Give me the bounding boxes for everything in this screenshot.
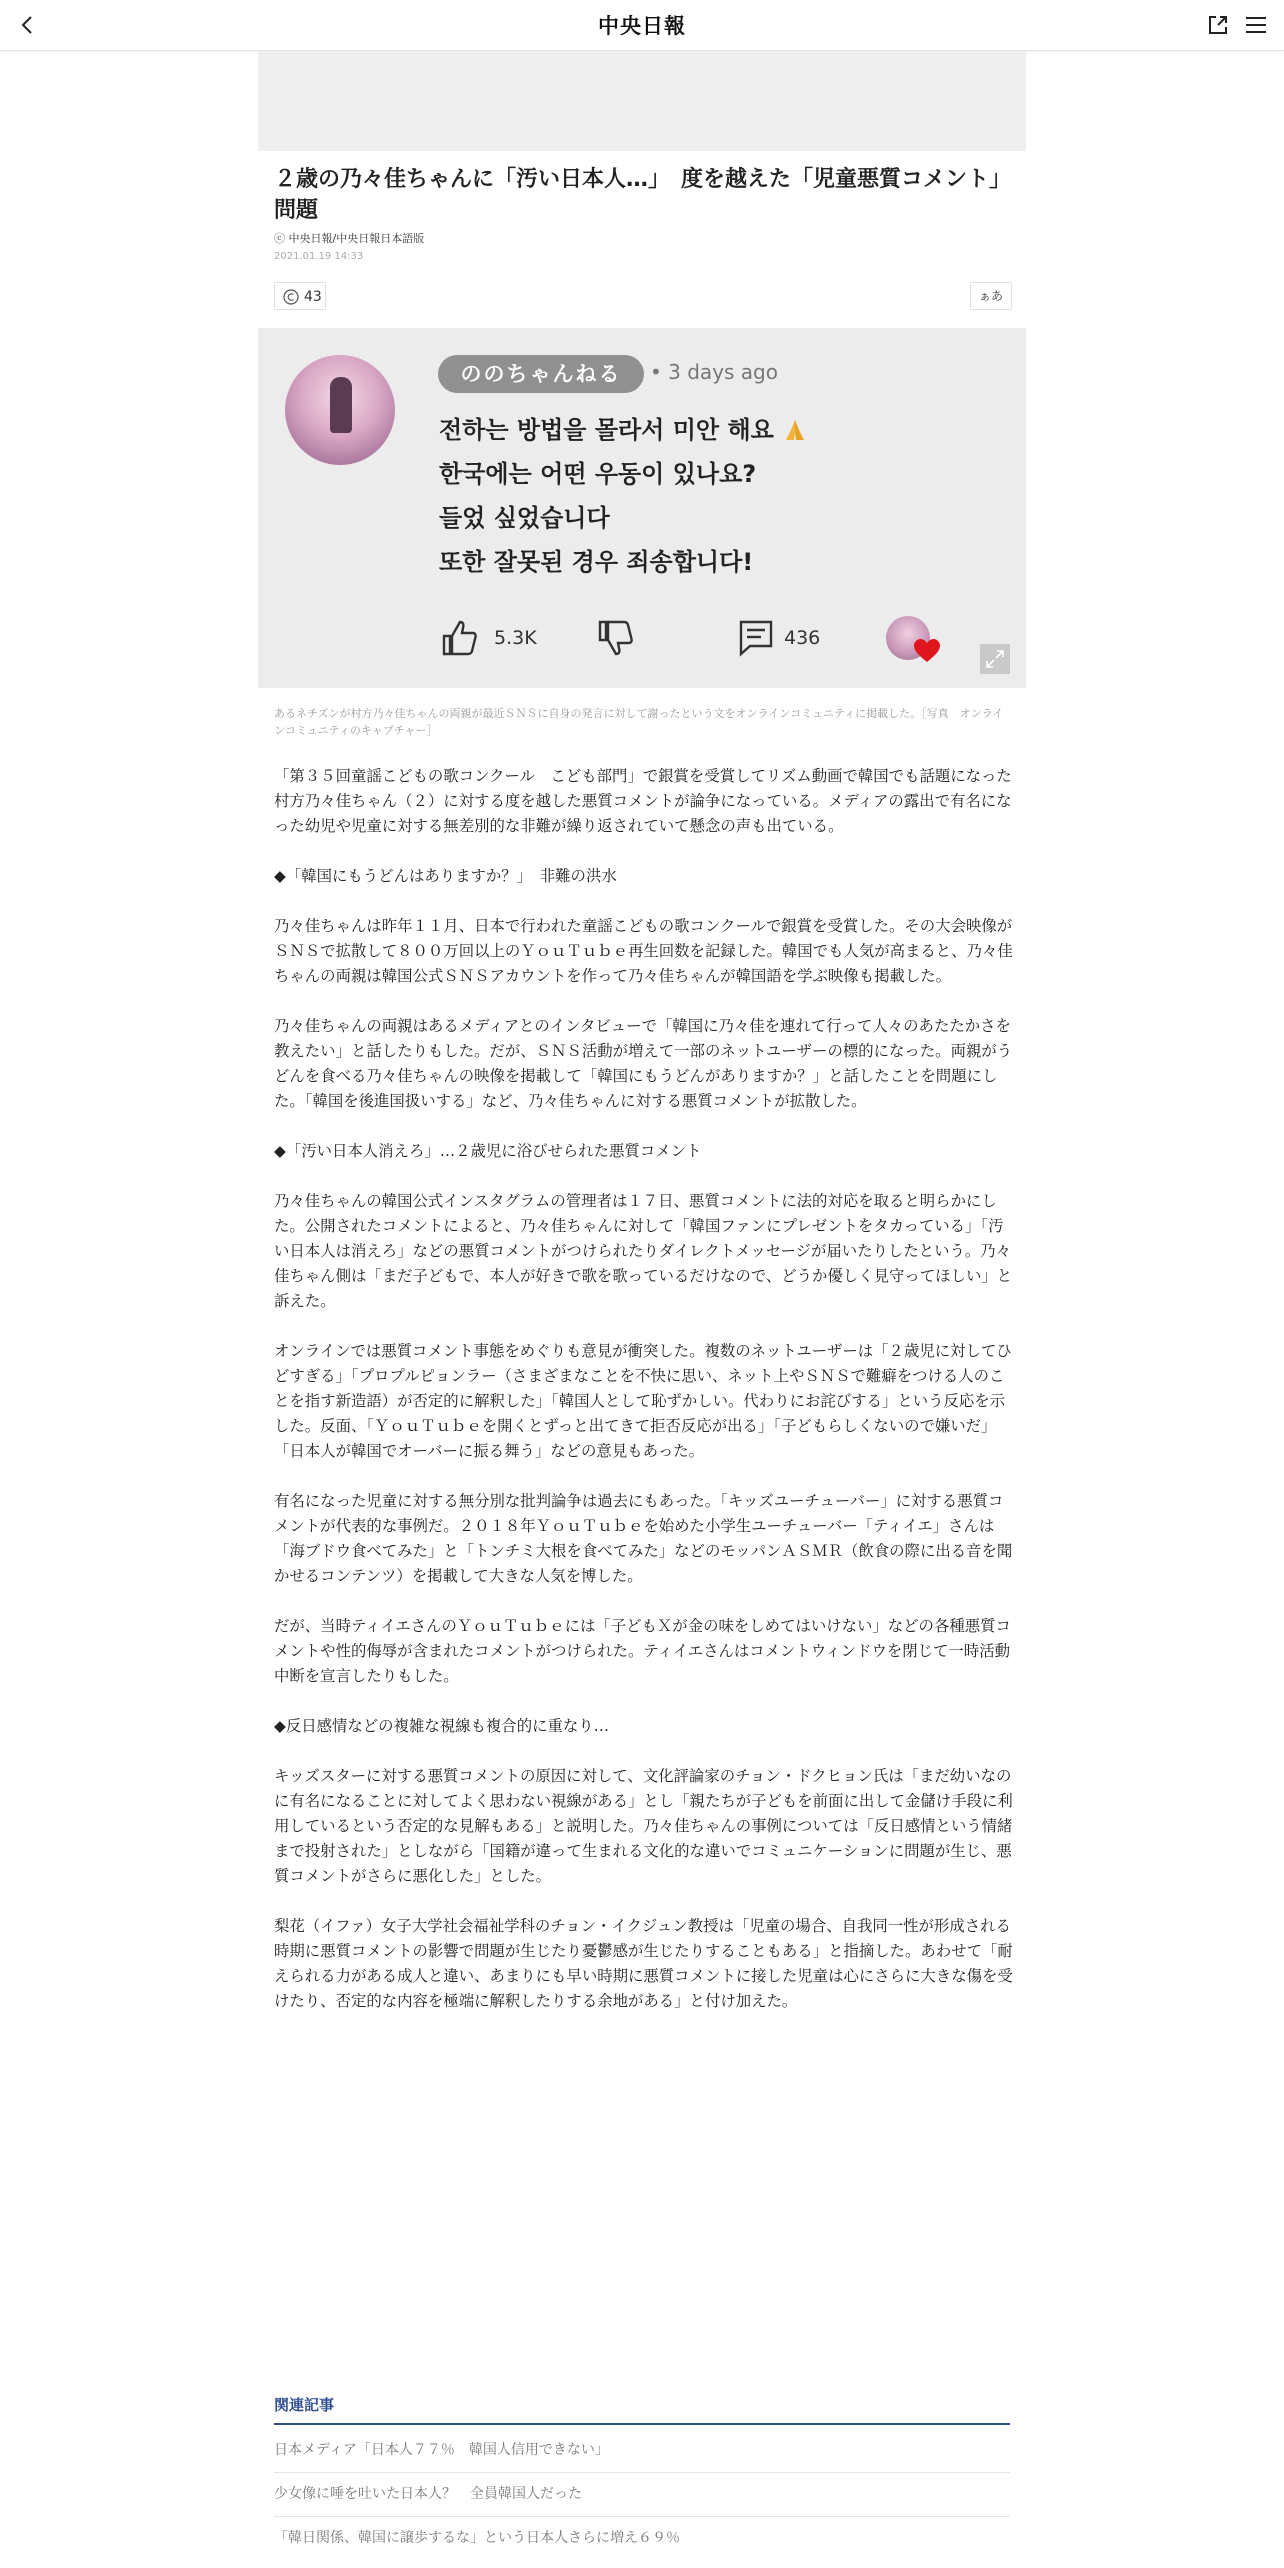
paragraph-6: 有名になった児童に対する無分別な批判論争は過去にもあった。「キッズユーチューバー」に対する悪質コメントが代表的な事例だ。２０１８年ＹｏｕＴｕｂｅを始めた小学生ユーチューバー「ティイエ」さんは「海ブドウ食べてみた」と「トンチミ大根を食べてみた」などのモッパンＡＳＭＲ（飲食の際に出る音を聞かせるコンテンツ）を掲載して大きな人気を博した。 bbox=[274, 1492, 1013, 1585]
paragraph-2: 乃々佳ちゃんは昨年１１月、日本で行われた童謡こどもの歌コンクールで銀賞を受賞した。その大会映像がＳＮＳで拡散して８００万回以上のＹｏｕＴｕｂｅ再生回数を記録した。韓国でも人気が高まると、乃々佳ちゃんの両親は韓国公式ＳＮＳアカウントを作って乃々佳ちゃんが韓国語を学ぶ映像も掲載した。 bbox=[274, 917, 1013, 985]
section-heading-1: ◆「韓国にもうどんはありますか？」 非難の洪水 bbox=[274, 867, 617, 885]
paragraph-1: 「第３５回童謡こどもの歌コンクール こども部門」で銀賞を受賞してリズム動画で韓国でも話題になった村方乃々佳ちゃん（２）に対する度を越した悪質コメントが論争になっている。メディアの露出で有名になった幼児や児童に対する無差別的な非難が繰り返されていて懸念の声も出ている。 bbox=[274, 767, 1012, 835]
hamburger-menu-icon bbox=[1241, 11, 1271, 39]
comment-c-icon bbox=[283, 289, 299, 305]
section-heading-3: ◆反日感情などの複雑な視線も複合的に重なり… bbox=[274, 1717, 610, 1735]
like-count: 5.3K bbox=[494, 627, 537, 649]
share-icon bbox=[1204, 11, 1232, 39]
channel-name: ののちゃんねる bbox=[438, 355, 644, 393]
related-article-link[interactable]: 少女像に唾を吐いた日本人？ 全員韓国人だった bbox=[274, 2472, 1010, 2517]
photo-caption: あるネチズンが村方乃々佳ちゃんの両親が最近ＳＮＳに自身の発言に対して謝ったという文をオンラインコミュニティに掲載した。［写真 オンラインコミュニティのキャプチャー］ bbox=[274, 707, 1004, 737]
related-divider bbox=[274, 2423, 1010, 2425]
related-article-link[interactable]: 「韓日関係、韓国に譲歩するな」という日本人さらに増え６９％ bbox=[274, 2530, 680, 2546]
avatar-figure bbox=[330, 377, 352, 433]
font-size-button[interactable]: ぁあ bbox=[970, 282, 1012, 310]
korean-line-1-text: 전하는 방법을 몰라서 미안 해요 bbox=[439, 416, 774, 444]
korean-line-3: 들었 싶었습니다 bbox=[439, 504, 610, 532]
comment-button[interactable] bbox=[274, 282, 326, 310]
paragraph-8: キッズスターに対する悪質コメントの原因に対して、文化評論家のチョン・ドクヒョン氏は「まだ幼いなのに有名になることに対してよく思わない視線がある」とし「親たちが子どもを前面に出して金儲け手段に利用しているという否定的な見解もある」と説明した。乃々佳ちゃんの事例については「反日感情という情緒まで投射された」としながら「国籍が違って生まれる文化的な違いでコミュニケーションに問題が生じ、悪質コメントがさらに悪化した」とした。 bbox=[274, 1767, 1013, 1885]
paragraph-5: オンラインでは悪質コメント事態をめぐりも意見が衝突した。複数のネットユーザーは「２歳児に対してひどすぎる」「プロプルピョンラー（さまざまなことを不快に思い、ネット上やＳＮＳで難癖をつける人のことを指す新造語）が否定的に解釈した」「韓国人として恥ずかしい。代わりにお詫びする」という反応を示した。反面、「ＹｏｕＴｕｂｅを開くとずっと出てきて拒否反応が出る」「子どもらしくないので嫌いだ」「日本人が韓国でオーバーに振る舞う」などの意見もあった。 bbox=[274, 1342, 1012, 1460]
article-byline: ⓒ 中央日報/中央日報日本語版 bbox=[274, 232, 425, 245]
ad-banner bbox=[258, 51, 1026, 151]
paragraph-7: だが、当時ティイエさんのＹｏｕＴｕｂｅには「子どもＸが金の味をしめてはいけない」などの各種悪質コメントや性的侮辱が含まれたコメントがつけられた。ティイエさんはコメントウィンドウを閉じて一時活動中断を宣言したりもした。 bbox=[274, 1617, 1011, 1685]
expand-icon bbox=[980, 644, 1010, 674]
korean-line-1 bbox=[439, 410, 808, 445]
comment-count: 43 bbox=[304, 289, 322, 305]
related-article-link[interactable]: 日本メディア「日本人７７％ 韓国人信用できない」 bbox=[274, 2428, 1010, 2473]
top-bar bbox=[0, 0, 1284, 51]
share-button[interactable] bbox=[1204, 11, 1232, 39]
related-articles-heading: 関連記事 bbox=[274, 2396, 335, 2414]
heart-icon bbox=[913, 638, 941, 664]
menu-button[interactable] bbox=[1241, 11, 1271, 39]
post-time: • 3 days ago bbox=[650, 360, 778, 384]
article-date: 2021.01.19 14:33 bbox=[274, 251, 364, 262]
channel-avatar bbox=[285, 355, 395, 465]
thumbs-up-icon bbox=[440, 618, 480, 658]
paragraph-3: 乃々佳ちゃんの両親はあるメディアとのインタビューで「韓国に乃々佳を連れて行って人々のあたたかさを教えたい」と話したりもした。だが、ＳＮＳ活動が増えて一部のネットユーザーの標的になった。両親がうどんを食べる乃々佳ちゃんの映像を掲載して「韓国にもうどんがありますか？」と話したことを問題にした。「韓国を後進国扱いする」など、乃々佳ちゃんに対する悪質コメントが拡散した。 bbox=[274, 1017, 1013, 1110]
paragraph-9: 梨花（イファ）女子大学社会福祉学科のチョン・イクジュン教授は「児童の場合、自我同一性が形成される時期に悪質コメントの影響で問題が生じたり憂鬱感が生じたりすることもある」と指摘した。あわせて「耐えられる力がある成人と違い、あまりにも早い時期に悪質コメントに接した児童は心にさらに大きな傷を受けたり、否定的な内容を極端に解釈したりする余地がある」と付け加えた。 bbox=[274, 1917, 1013, 2010]
article-title: ２歳の乃々佳ちゃんに「汚い日本人…」 度を越えた「児童悪質コメント」問題 bbox=[274, 167, 1012, 223]
reply-count: 436 bbox=[784, 627, 821, 649]
korean-line-2: 한국에는 어떤 우동이 있나요? bbox=[439, 460, 757, 488]
section-heading-2: ◆「汚い日本人消えろ」…２歳児に浴びせられた悪質コメント bbox=[274, 1142, 702, 1160]
paragraph-4: 乃々佳ちゃんの韓国公式インスタグラムの管理者は１７日、悪質コメントに法的対応を取ると明らかにした。公開されたコメントによると、乃々佳ちゃんに対して「韓国ファンにプレゼントをタカっている」「汚い日本人は消えろ」などの悪質コメントがつけられたりダイレクトメッセージが届いたりしたという。乃々佳ちゃん側は「まだ子どもで、本人が好きで歌を歌っているだけなので、どうか優しく見守ってほしい」と訴えた。 bbox=[274, 1192, 1013, 1310]
expand-photo-button[interactable] bbox=[980, 644, 1010, 674]
korean-line-4: 또한 잘못된 경우 죄송합니다! bbox=[439, 548, 754, 576]
reply-icon bbox=[736, 618, 776, 658]
praying-hands-icon bbox=[782, 418, 808, 444]
thumbs-down-icon bbox=[596, 618, 636, 658]
article-body bbox=[274, 764, 1014, 2014]
site-logo[interactable]: 中央日報 bbox=[598, 13, 686, 38]
article-photo bbox=[258, 328, 1026, 688]
